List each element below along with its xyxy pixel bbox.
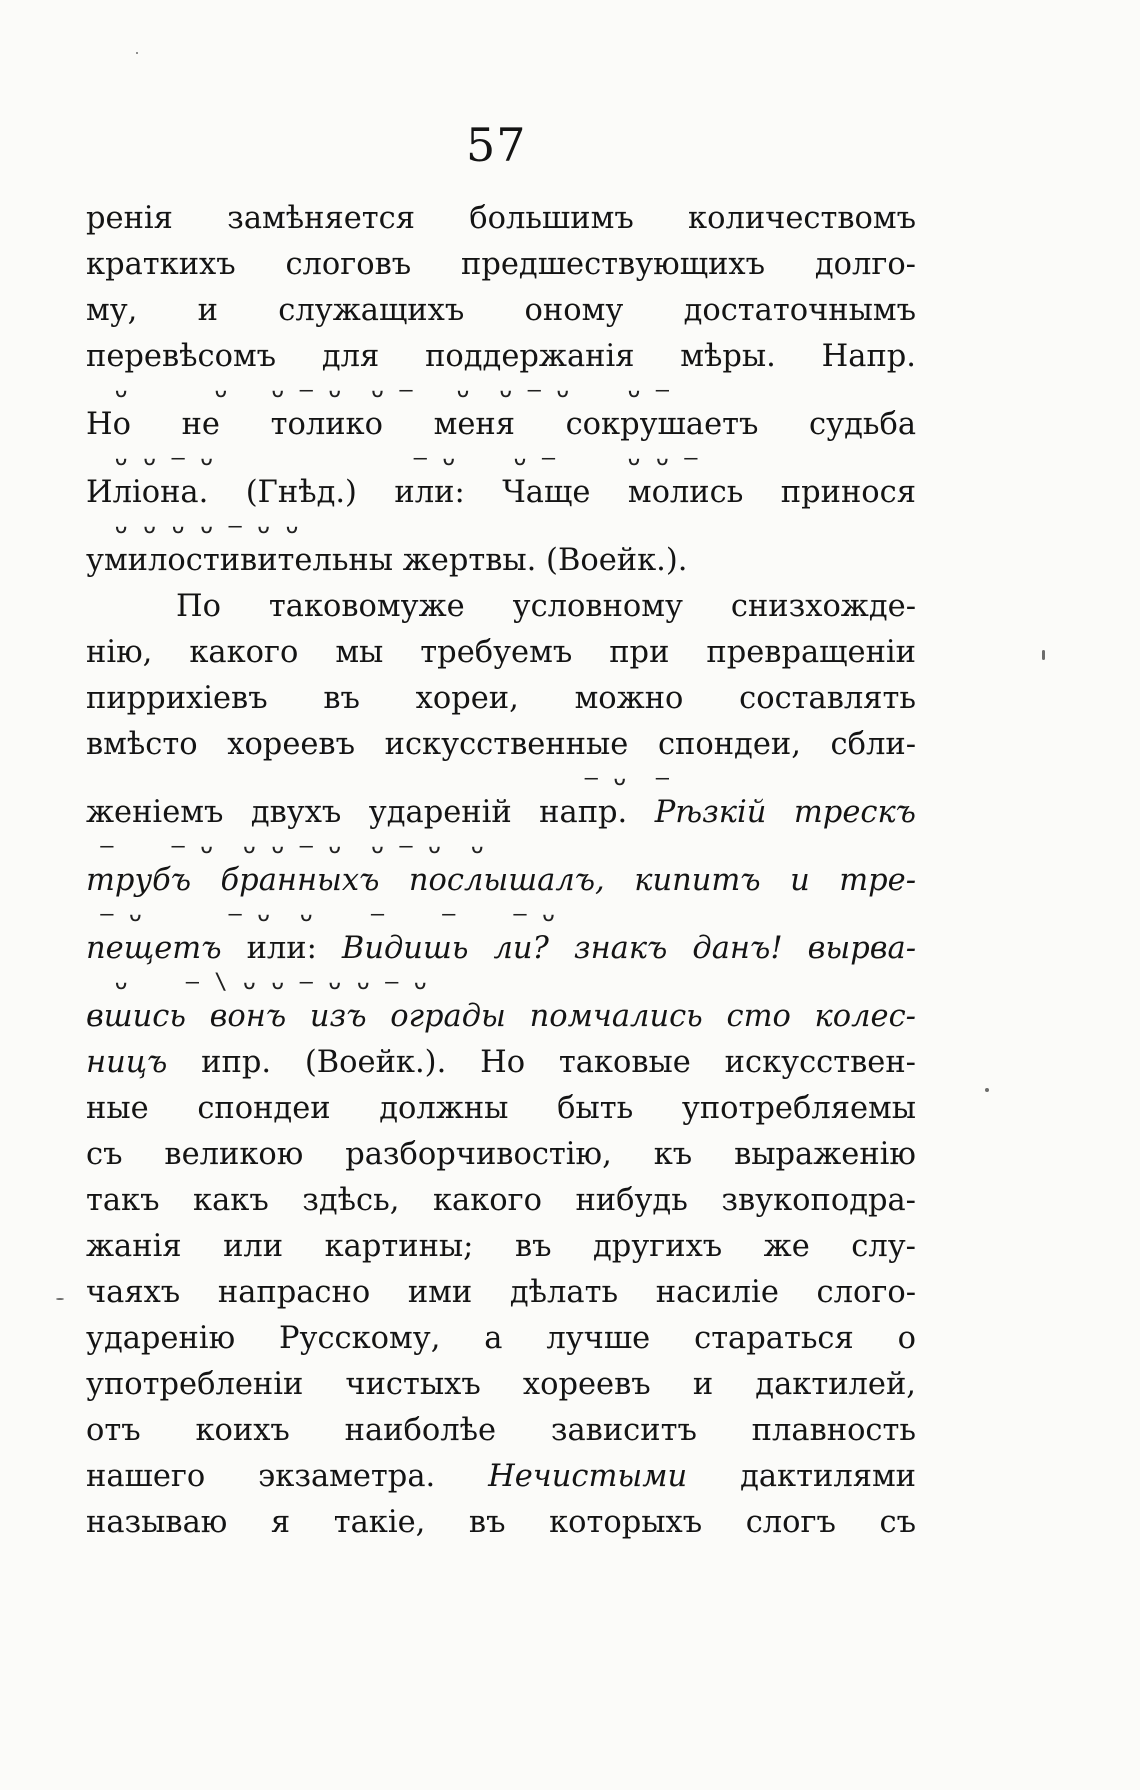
meter-marks: ᴗ ᴗ ᴗ — ᴗ ᴗ — ᴗ ᴗ — ᴗ ᴗ — bbox=[86, 380, 671, 402]
meter-marks: — ᴗ — bbox=[86, 768, 671, 790]
paper-speck bbox=[1042, 650, 1045, 660]
text-line: ренія замѣняется большимъ количествомъ bbox=[86, 201, 916, 236]
italic-span: Рѣзкій трескъ bbox=[654, 795, 916, 830]
text-line: жанія или картины; въ другихъ же слу- bbox=[86, 1229, 916, 1264]
verse-line-italic: вшись вонъ изъ ограды помчались сто колес- bbox=[86, 999, 916, 1034]
italic-span: ницъ bbox=[86, 1045, 168, 1080]
italic-span: Нечистыми bbox=[488, 1459, 688, 1494]
text-line: му, и служащихъ оному достаточнымъ bbox=[86, 293, 916, 328]
verse-line: Иліона. (Гнѣд.) или: Чаще молись принося bbox=[86, 475, 916, 510]
text-line: краткихъ слоговъ предшествующихъ долго- bbox=[86, 247, 916, 282]
text-line: чаяхъ напрасно ими дѣлать насиліе слого- bbox=[86, 1275, 916, 1310]
italic-span: пещетъ bbox=[86, 931, 222, 966]
meter-marks: — — ᴗ ᴗ ᴗ — ᴗ ᴗ — ᴗ ᴗ bbox=[86, 836, 485, 858]
meter-marks: ᴗ — \ ᴗ ᴗ — ᴗ ᴗ — ᴗ bbox=[86, 972, 428, 994]
text-span: дактилями bbox=[687, 1459, 916, 1494]
meter-marks: ᴗ ᴗ ᴗ ᴗ — ᴗ ᴗ bbox=[86, 516, 300, 538]
text-span: или: bbox=[221, 931, 342, 966]
text-line-mixed bbox=[86, 790, 916, 836]
text-line: отъ коихъ наиболѣе зависитъ плавность bbox=[86, 1413, 916, 1448]
text-line: нію, какого мы требуемъ при превращеніи bbox=[86, 635, 916, 670]
text-line: ударенію Русскому, а лучше стараться о bbox=[86, 1321, 916, 1356]
text-line: употребленіи чистыхъ хореевъ и дактилей, bbox=[86, 1367, 916, 1402]
paper-speck bbox=[136, 52, 138, 54]
paper-speck bbox=[56, 1298, 64, 1300]
page-number: 57 bbox=[466, 118, 527, 172]
text-line: такъ какъ здѣсь, какого нибудь звукоподра- bbox=[86, 1183, 916, 1218]
text-span: ипр. (Воейк.). Но таковые искусствен- bbox=[167, 1045, 916, 1080]
verse-line: умилостивительны жертвы. (Воейк.). bbox=[86, 543, 688, 578]
paper-speck bbox=[985, 1088, 989, 1092]
italic-span: Видишь ли? знакъ данъ! вырва- bbox=[341, 931, 916, 966]
text-line: вмѣсто хореевъ искусственные спондеи, сбли- bbox=[86, 727, 916, 762]
verse-line-italic: трубъ бранныхъ послышалъ, кипитъ и тре- bbox=[86, 863, 916, 898]
meter-marks: ᴗ ᴗ — ᴗ — ᴗ ᴗ — ᴗ ᴗ — bbox=[86, 448, 699, 470]
verse-line: Но не толико меня сокрушаетъ судьба bbox=[86, 407, 916, 442]
text-line-mixed bbox=[86, 1040, 916, 1086]
text-line: ные спондеи должны быть употребляемы bbox=[86, 1091, 916, 1126]
text-line: перевѣсомъ для поддержанія мѣры. Напр. bbox=[86, 339, 916, 374]
text-line-mixed bbox=[86, 1454, 916, 1500]
meter-marks: — ᴗ — ᴗ ᴗ — — — ᴗ bbox=[86, 904, 557, 926]
text-span: женіемъ двухъ удареній напр. bbox=[86, 795, 628, 830]
paragraph-start: По таковомуже условному снизхожде- bbox=[176, 589, 916, 624]
body-text bbox=[86, 196, 916, 1546]
text-line: пиррихіевъ въ хореи, можно составлять bbox=[86, 681, 916, 716]
text-span: нашего экзаметра. bbox=[86, 1459, 489, 1494]
text-line: называю я такіе, въ которыхъ слогъ съ bbox=[86, 1505, 916, 1540]
text-line: съ великою разборчивостію, къ выраженію bbox=[86, 1137, 916, 1172]
text-line-mixed bbox=[86, 926, 916, 972]
